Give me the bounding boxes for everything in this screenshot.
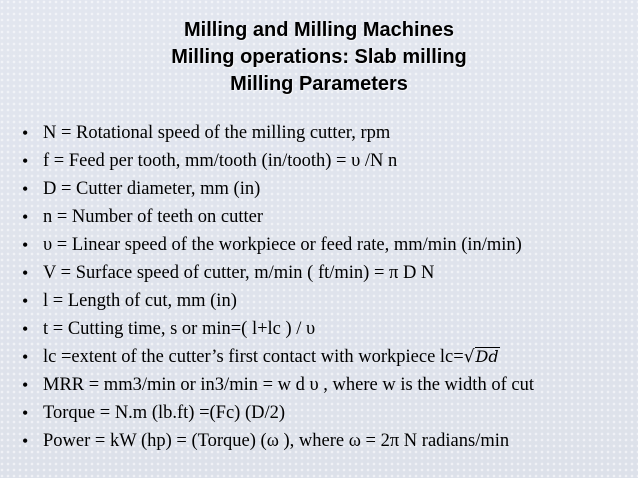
bullet-icon: •	[22, 179, 29, 199]
title-line-1: Milling and Milling Machines	[183, 19, 454, 41]
list-item	[22, 343, 534, 371]
list-item	[22, 287, 534, 315]
square-root-icon: √	[463, 347, 475, 367]
bullet-icon: •	[22, 151, 29, 171]
list-item	[22, 203, 534, 231]
list-item-text: MRR = mm3/min or in3/min = w d υ , where w is the width of cut	[43, 375, 534, 395]
list-item	[22, 315, 534, 343]
list-item-text: υ = Linear speed of the workpiece or feed rate, mm/min (in/min)	[43, 235, 522, 255]
list-item-text: Torque = N.m (lb.ft) =(Fc) (D/2)	[43, 403, 286, 423]
slide-title	[0, 17, 638, 98]
bullet-icon: •	[22, 291, 29, 311]
list-item-text: f = Feed per tooth, mm/tooth (in/tooth) = υ /N n	[43, 151, 398, 171]
bullet-icon: •	[22, 263, 29, 283]
list-item	[22, 231, 534, 259]
title-line-2: Milling operations: Slab milling	[171, 46, 467, 68]
bullet-icon: •	[22, 431, 29, 451]
list-item-text: N = Rotational speed of the milling cutter, rpm	[43, 123, 391, 143]
bullet-icon: •	[22, 403, 29, 423]
list-item-text: l = Length of cut, mm (in)	[43, 291, 237, 311]
list-item-text: lc =extent of the cutter’s first contact with workpiece lc=	[43, 347, 464, 367]
list-item-text: V = Surface speed of cutter, m/min ( ft/min) = π D N	[43, 263, 435, 283]
list-item-text: t = Cutting time, s or min=( l+lc ) / υ	[43, 319, 316, 339]
bullet-icon: •	[22, 207, 29, 227]
bullet-icon: •	[22, 319, 29, 339]
list-item-text: D = Cutter diameter, mm (in)	[43, 179, 261, 199]
list-item	[22, 175, 534, 203]
bullet-icon: •	[22, 375, 29, 395]
list-item	[22, 147, 534, 175]
list-item	[22, 399, 534, 427]
list-item	[22, 259, 534, 287]
title-line-3: Milling Parameters	[230, 73, 408, 95]
list-item-text: Power = kW (hp) = (Torque) (ω ), where ω = 2π N radians/min	[43, 431, 510, 451]
list-item	[22, 427, 534, 455]
bullet-icon: •	[22, 235, 29, 255]
parameter-list	[22, 119, 534, 455]
list-item	[22, 371, 534, 399]
list-item-text: n = Number of teeth on cutter	[43, 207, 264, 227]
list-item	[22, 119, 534, 147]
square-root-argument: Dd	[475, 347, 499, 366]
bullet-icon: •	[22, 123, 29, 143]
bullet-icon: •	[22, 347, 29, 367]
